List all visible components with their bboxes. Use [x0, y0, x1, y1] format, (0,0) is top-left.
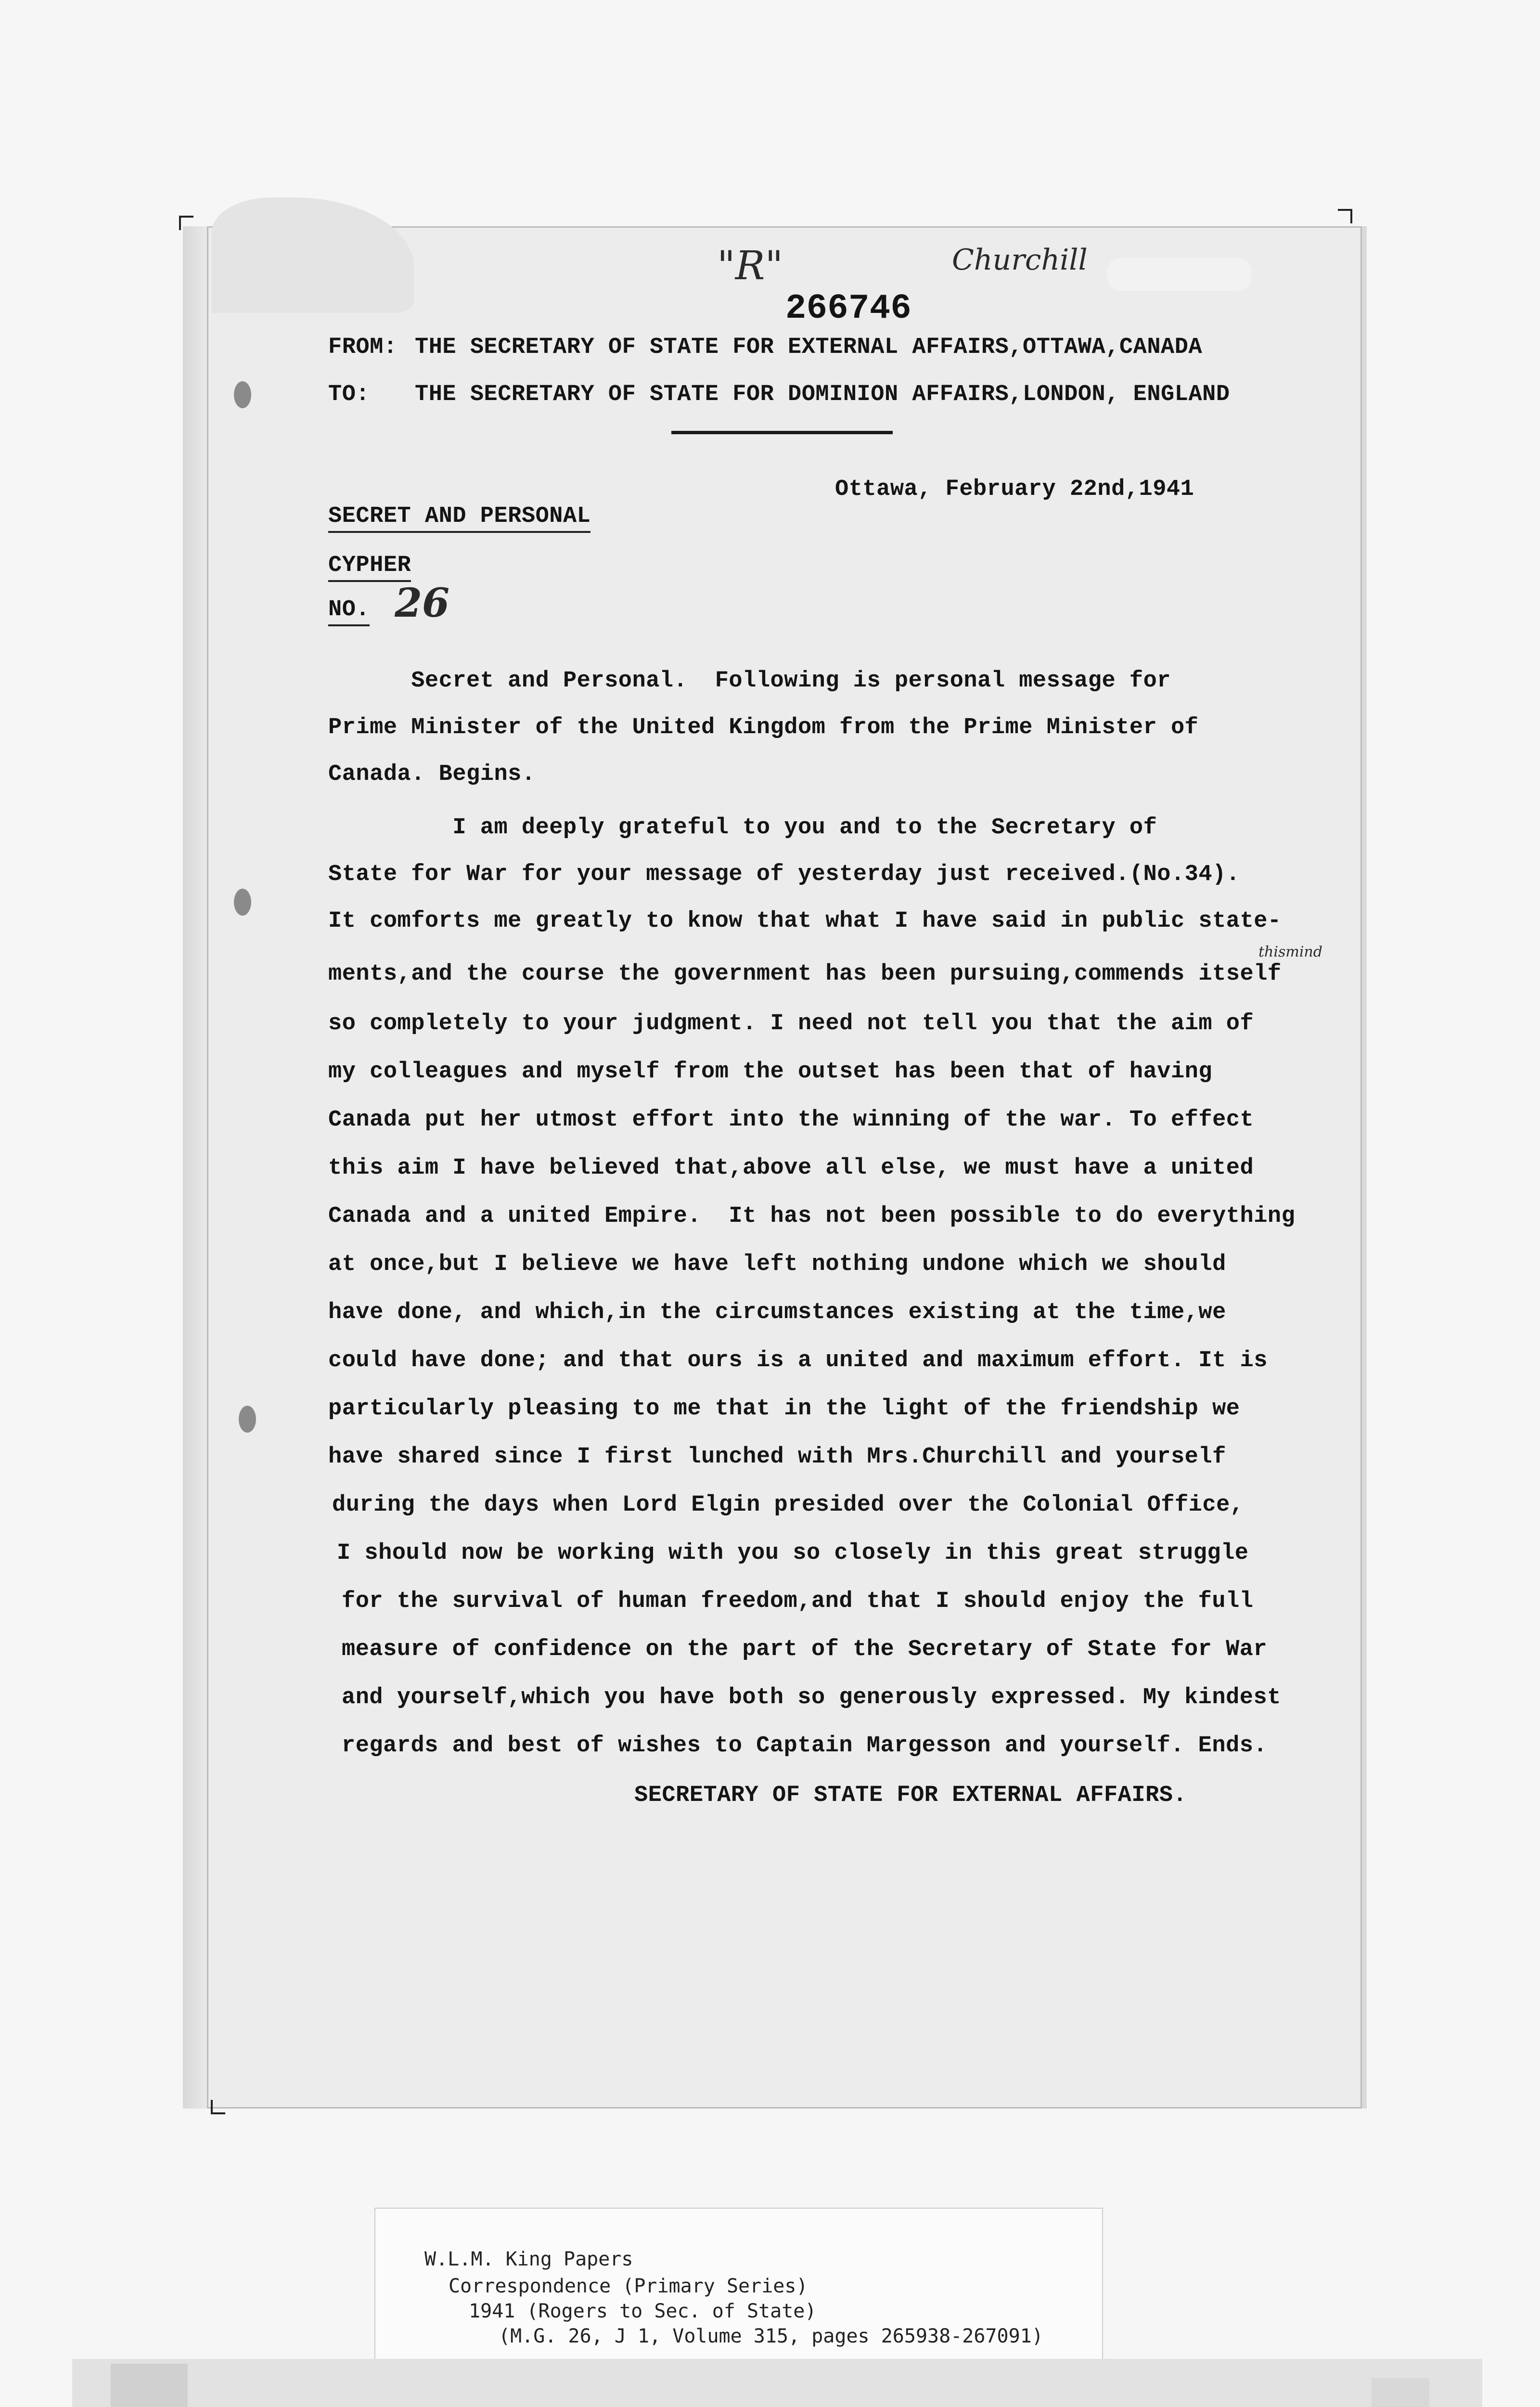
body-line: measure of confidence on the part of the Secretary of State for War: [342, 1637, 1268, 1662]
archive-reference-card: [375, 2209, 1102, 2368]
body-line: have shared since I first lunched with Mrs.Churchill and yourself: [328, 1444, 1226, 1470]
classification: SECRET AND PERSONAL: [328, 504, 590, 533]
body-line: and yourself,which you have both so generously expressed. My kindest: [342, 1685, 1281, 1710]
to-label: TO:: [328, 382, 370, 407]
punch-hole: [234, 889, 251, 916]
number-label: NO.: [328, 597, 370, 626]
punch-hole: [234, 381, 251, 408]
body-line: at once,but I believe we have left nothing undone which we should: [328, 1252, 1226, 1277]
body-line: have done, and which,in the circumstances existing at the time,we: [328, 1300, 1226, 1325]
body-line: for the survival of human freedom,and that I should enjoy the full: [342, 1589, 1254, 1614]
body-line: I should now be working with you so closely in this great struggle: [337, 1540, 1249, 1566]
body-line: my colleagues and myself from the outset has been that of having: [328, 1059, 1213, 1085]
card-line: Correspondence (Primary Series): [449, 2275, 808, 2297]
number-value: 26: [395, 580, 450, 626]
document-number: 266746: [785, 289, 912, 328]
cypher-label: CYPHER: [328, 553, 411, 582]
stamp-tab-right: [1372, 2378, 1429, 2407]
body-line: State for War for your message of yesterday just received.(No.34).: [328, 862, 1240, 887]
header-divider: [671, 431, 893, 434]
body-line: Canada and a united Empire. It has not been possible to do everything: [328, 1204, 1296, 1229]
torn-corner: [212, 197, 414, 313]
signature: SECRETARY OF STATE FOR EXTERNAL AFFAIRS.: [634, 1783, 1187, 1808]
crop-mark-top-left: [179, 216, 193, 230]
punch-hole: [239, 1406, 256, 1433]
to-value: THE SECRETARY OF STATE FOR DOMINION AFFAIRS,LONDON, ENGLAND: [415, 382, 1230, 407]
marginal-correction: thismind: [1258, 944, 1322, 960]
body-line: Prime Minister of the United Kingdom from the Prime Minister of: [328, 715, 1199, 740]
card-line: 1941 (Rogers to Sec. of State): [469, 2300, 817, 2322]
body-line: during the days when Lord Elgin presided over the Colonial Office,: [332, 1492, 1244, 1518]
body-line: this aim I have believed that,above all else, we must have a united: [328, 1155, 1254, 1181]
card-line: W.L.M. King Papers: [424, 2248, 633, 2270]
body-line: I am deeply grateful to you and to the Secretary of: [328, 815, 1157, 841]
body-line: Canada. Begins.: [328, 762, 536, 787]
body-line: Secret and Personal. Following is personal message for: [328, 668, 1171, 694]
archive-stamp-background: [72, 2359, 1482, 2407]
card-line: (M.G. 26, J 1, Volume 315, pages 265938-267091): [499, 2325, 1043, 2347]
body-line: regards and best of wishes to Captain Margesson and yourself. Ends.: [342, 1733, 1268, 1759]
crop-mark-bottom-left: [211, 2100, 225, 2114]
body-line: It comforts me greatly to know that what I have said in public state-: [328, 908, 1282, 934]
from-value: THE SECRETARY OF STATE FOR EXTERNAL AFFAIRS,OTTAWA,CANADA: [415, 335, 1203, 360]
body-line: ments,and the course the government has been pursuing,commends itself: [328, 961, 1282, 987]
body-line: Canada put her utmost effort into the winning of the war. To effect: [328, 1107, 1254, 1133]
handwritten-smudge: [1107, 258, 1251, 291]
body-line: could have done; and that ours is a united and maximum effort. It is: [328, 1348, 1268, 1373]
crop-mark-top-right: [1338, 209, 1352, 223]
place-date: Ottawa, February 22nd,1941: [835, 477, 1194, 502]
handwritten-name: Churchill: [952, 243, 1088, 277]
stamp-tab-left: [111, 2364, 188, 2407]
from-label: FROM:: [328, 335, 398, 360]
body-line: particularly pleasing to me that in the light of the friendship we: [328, 1396, 1240, 1422]
body-line: so completely to your judgment. I need not tell you that the aim of: [328, 1011, 1254, 1036]
handwritten-mark: "R": [717, 243, 783, 289]
